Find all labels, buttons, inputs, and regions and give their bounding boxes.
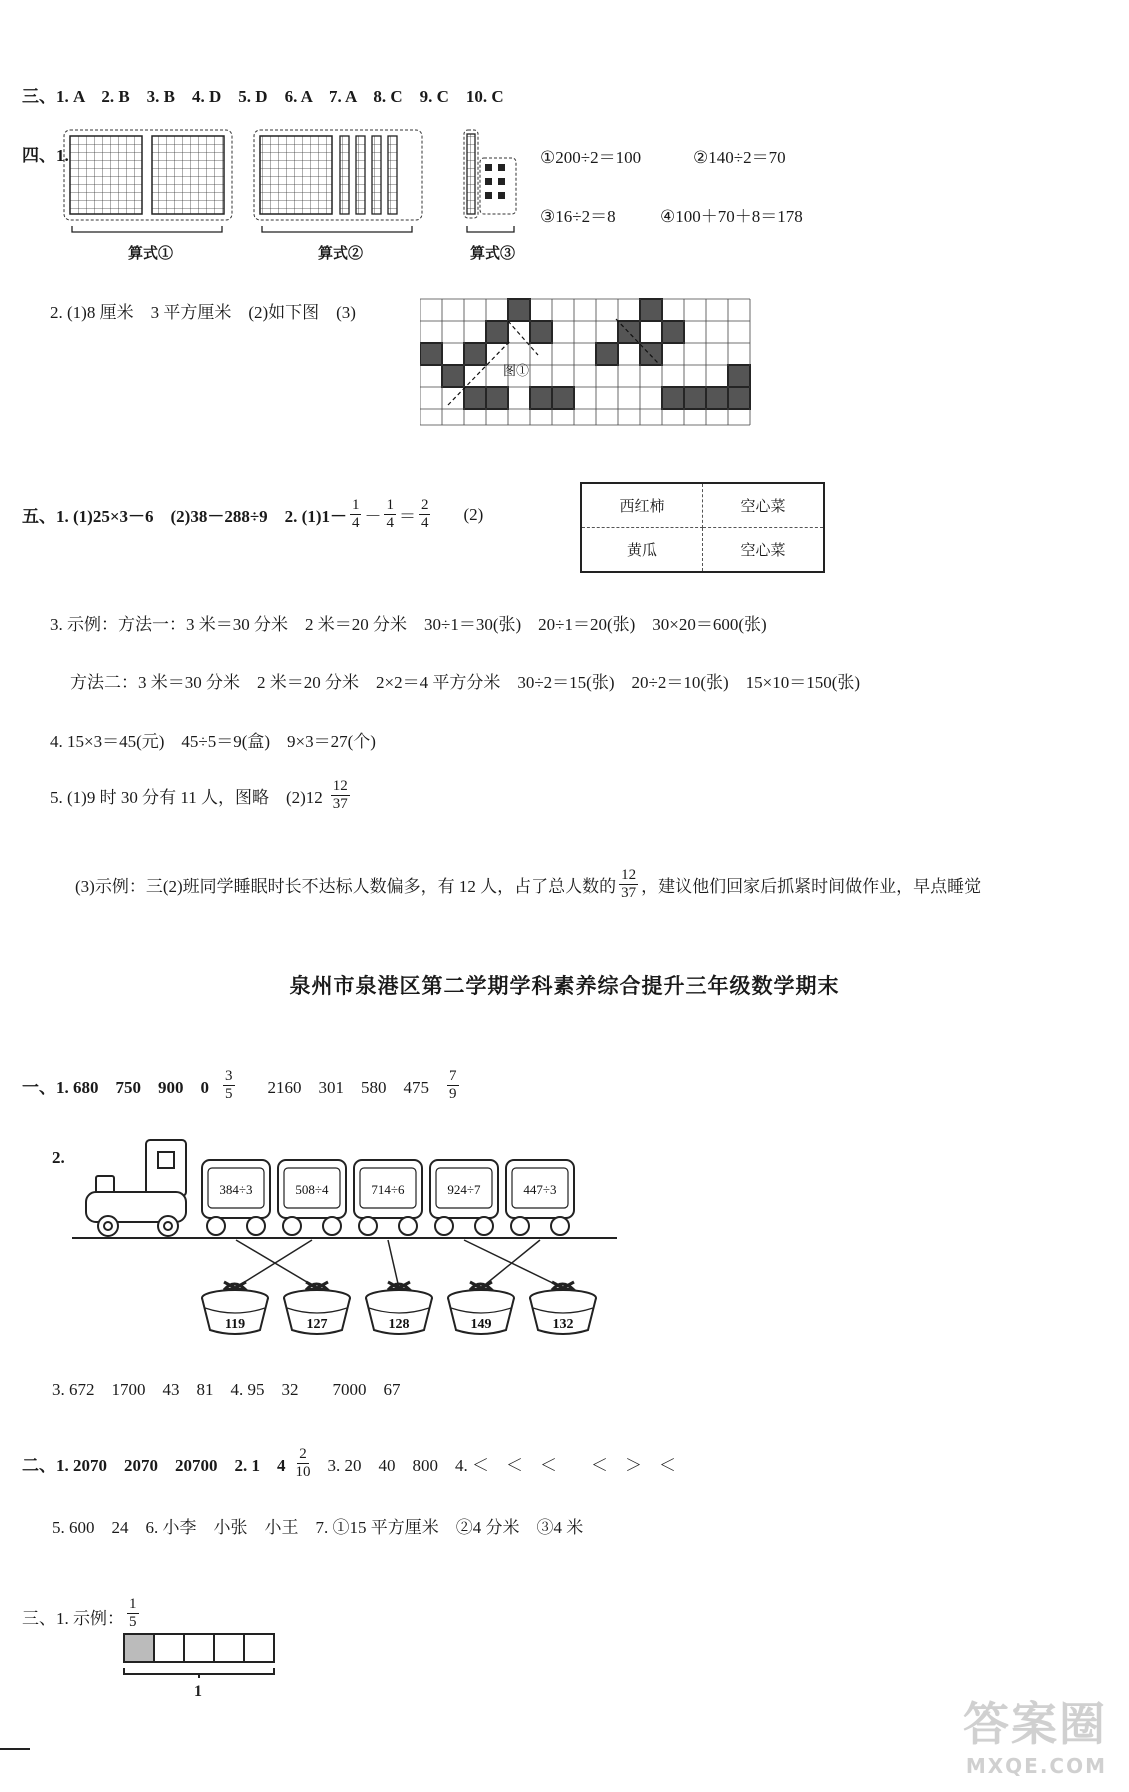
car-expression: 508÷4: [295, 1182, 329, 1197]
equation-2: ②140÷2＝70: [693, 148, 786, 167]
basket: [530, 1282, 596, 1334]
hundred-block: [152, 136, 224, 214]
section-5-q5-3: (3)示例：三(2)班同学睡眠时长不达标人数偏多，有 12 人，占了总人数的 $\frac{12}{37}$ ，建议他们回家后抓紧时间做作业，早点睡觉: [75, 867, 982, 901]
equation-3: ③16÷2＝8: [540, 207, 616, 226]
section-4-q2: 2. (1)8 厘米 3 平方厘米 (2)如下图 (3): [50, 303, 356, 322]
caption-1: 算式①: [128, 246, 174, 262]
part-1-q2-label: 2.: [52, 1148, 65, 1167]
ten-rod: [372, 136, 381, 214]
caption-3: 算式③: [470, 246, 516, 262]
ten-rod: [388, 136, 397, 214]
basket: [202, 1282, 268, 1334]
exam-title: 泉州市泉港区第二学期学科素养综合提升三年级数学期末: [289, 974, 840, 998]
match-line: [388, 1240, 399, 1288]
fraction-bar-figure: [120, 1632, 290, 1698]
basket: [448, 1282, 514, 1334]
basket-value: 128: [388, 1317, 410, 1332]
match-line: [235, 1240, 312, 1288]
section-4-label: 四、1.: [22, 146, 69, 165]
basket-value: 127: [306, 1317, 328, 1332]
basket-value: 119: [224, 1317, 246, 1332]
car-expression: 447÷3: [523, 1182, 557, 1197]
train-matching-figure: [72, 1138, 632, 1360]
match-line: [481, 1240, 540, 1288]
vegetable-table: [580, 482, 825, 573]
hundred-block: [260, 136, 332, 214]
basket: [366, 1282, 432, 1334]
part-1-q1: 一、1. 680 750 900 0 $\frac{3}{5}$ 2160 301 580 475 $\frac{7}{9}$: [22, 1068, 457, 1102]
part-3-q1: 三、1. 示例： $\frac{1}{5}$: [22, 1596, 137, 1630]
shaded-part: [124, 1634, 154, 1662]
hundred-block: [70, 136, 142, 214]
part-1-q3: 3. 672 1700 43 81 4. 95 32 7000 67: [52, 1380, 401, 1399]
car-expression: 714÷6: [371, 1182, 405, 1197]
cell: 黄瓜: [581, 528, 703, 573]
basket: [284, 1282, 350, 1334]
section-5-q3-method2: 方法二：3 米＝30 分米 2 米＝20 分米 2×2＝4 平方分米 30÷2＝15(张) 20÷2＝10(张) 15×10＝150(张): [70, 673, 861, 692]
train-car: [202, 1160, 270, 1235]
car-expression: 384÷3: [219, 1182, 253, 1197]
train-car: [278, 1160, 346, 1235]
figure-1-label: 图①: [503, 363, 530, 378]
car-expression: 924÷7: [447, 1182, 481, 1197]
equation-4: ④100＋70＋8＝178: [660, 207, 803, 226]
watermark: 答案圈 MXQE.COM: [963, 1697, 1107, 1778]
corner-mark: [0, 1748, 30, 1750]
train-car: [354, 1160, 422, 1235]
grid-figure: [420, 297, 756, 429]
train-car: [430, 1160, 498, 1235]
part-2-q1: 二、1. 2070 2070 20700 2. 1 4 $\frac{2}{10}$ 3. 20 40 800 4. ＜ ＜ ＜ ＜ ＞ ＜: [22, 1446, 676, 1480]
ten-rod: [340, 136, 349, 214]
cell: 空心菜: [703, 483, 825, 528]
cell: 空心菜: [703, 528, 825, 573]
part-2-q5: 5. 600 24 6. 小李 小张 小王 7. ①15 平方厘米 ②4 分米 ③4 米: [52, 1518, 584, 1537]
cell: 西红柿: [581, 483, 703, 528]
section-5-q4: 4. 15×3＝45(元) 45÷5＝9(盒) 9×3＝27(个): [50, 732, 376, 751]
match-line: [464, 1240, 563, 1288]
answers-section-3: 三、1. A 2. B 3. B 4. D 5. D 6. A 7. A 8. C 9. C 10. C: [22, 87, 504, 106]
match-line: [236, 1240, 317, 1288]
basket-value: 132: [552, 1317, 574, 1332]
section-5-q5: 5. (1)9 时 30 分有 11 人，图略 (2)12 $\frac{12}{37}$: [50, 778, 348, 812]
basket-value: 149: [470, 1317, 492, 1332]
bar-whole-label: 1: [194, 1683, 202, 1698]
section-5-q1: 五、1. (1)25×3－6 (2)38－288÷9 2. (1)1－ $\frac{1}{4}$ － $\frac{1}{4}$ ＝ $\frac{2}{4}$ (2): [22, 497, 484, 531]
equation-1: ①200÷2＝100: [540, 148, 642, 167]
section-5-q3-method1: 3. 示例：方法一：3 米＝30 分米 2 米＝20 分米 30÷1＝30(张) 20÷1＝20(张) 30×20＝600(张): [50, 615, 767, 634]
train-car: [506, 1160, 574, 1235]
ten-rod: [356, 136, 365, 214]
caption-2: 算式②: [318, 246, 364, 262]
ten-rod: [467, 134, 475, 214]
